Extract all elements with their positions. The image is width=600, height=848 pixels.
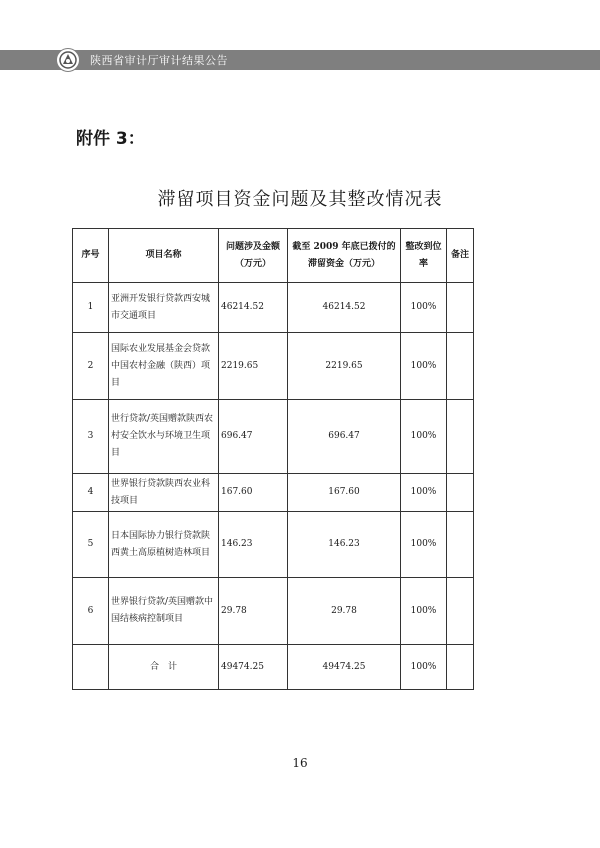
cell-amount: 46214.52 — [219, 283, 288, 333]
cell-seq: 3 — [73, 400, 109, 474]
cell-rate: 100% — [401, 474, 447, 512]
cell-name: 世行贷款/英国赠款陕西农村安全饮水与环境卫生项目 — [109, 400, 219, 474]
cell-name: 日本国际协力银行贷款陕西黄土高原植树造林项目 — [109, 512, 219, 578]
header-title: 陕西省审计厅审计结果公告 — [90, 54, 228, 67]
cell-seq: 1 — [73, 283, 109, 333]
cell-name: 亚洲开发银行贷款西安城市交通项目 — [109, 283, 219, 333]
header-rate: 整改到位率 — [401, 229, 447, 283]
cell-rate: 100% — [401, 333, 447, 400]
cell-name: 国际农业发展基金会贷款中国农村金融（陕西）项目 — [109, 333, 219, 400]
header-seq: 序号 — [73, 229, 109, 283]
cell-amount: 2219.65 — [219, 333, 288, 400]
cell-note — [447, 283, 474, 333]
cell-amount: 146.23 — [219, 512, 288, 578]
total-note — [447, 645, 474, 690]
cell-name: 世界银行贷款/英国赠款中国结核病控制项目 — [109, 578, 219, 645]
cell-rate: 100% — [401, 512, 447, 578]
cell-seq: 5 — [73, 512, 109, 578]
table-row — [73, 333, 474, 400]
cell-amount: 167.60 — [219, 474, 288, 512]
attachment-label: 附件 3： — [76, 129, 145, 149]
header-note: 备注 — [447, 229, 474, 283]
table-total-row — [73, 645, 474, 690]
cell-rate: 100% — [401, 578, 447, 645]
table-row — [73, 512, 474, 578]
cell-note — [447, 333, 474, 400]
cell-seq: 4 — [73, 474, 109, 512]
cell-rate: 100% — [401, 283, 447, 333]
page-number: 16 — [292, 756, 308, 770]
cell-note — [447, 400, 474, 474]
cell-amount: 696.47 — [219, 400, 288, 474]
header-amount: 问题涉及金额（万元） — [219, 229, 288, 283]
cell-retained: 2219.65 — [288, 333, 401, 400]
table-row — [73, 283, 474, 333]
audit-emblem-icon — [56, 48, 80, 72]
cell-retained: 167.60 — [288, 474, 401, 512]
total-label: 合 计 — [109, 645, 219, 690]
total-rate: 100% — [401, 645, 447, 690]
cell-note — [447, 474, 474, 512]
cell-name: 世界银行贷款陕西农业科技项目 — [109, 474, 219, 512]
cell-seq: 2 — [73, 333, 109, 400]
page-title: 滞留项目资金问题及其整改情况表 — [157, 189, 443, 210]
cell-note — [447, 578, 474, 645]
total-amount: 49474.25 — [219, 645, 288, 690]
cell-retained: 46214.52 — [288, 283, 401, 333]
cell-retained: 29.78 — [288, 578, 401, 645]
cell-retained: 696.47 — [288, 400, 401, 474]
cell-seq: 6 — [73, 578, 109, 645]
cell-amount: 29.78 — [219, 578, 288, 645]
table-row — [73, 400, 474, 474]
table-row — [73, 474, 474, 512]
header-retained: 截至 2009 年底已拨付的滞留资金（万元） — [288, 229, 401, 283]
data-table — [72, 228, 474, 690]
cell-note — [447, 512, 474, 578]
total-retained: 49474.25 — [288, 645, 401, 690]
cell-seq — [73, 645, 109, 690]
table-row — [73, 578, 474, 645]
cell-retained: 146.23 — [288, 512, 401, 578]
cell-rate: 100% — [401, 400, 447, 474]
header-name: 项目名称 — [109, 229, 219, 283]
